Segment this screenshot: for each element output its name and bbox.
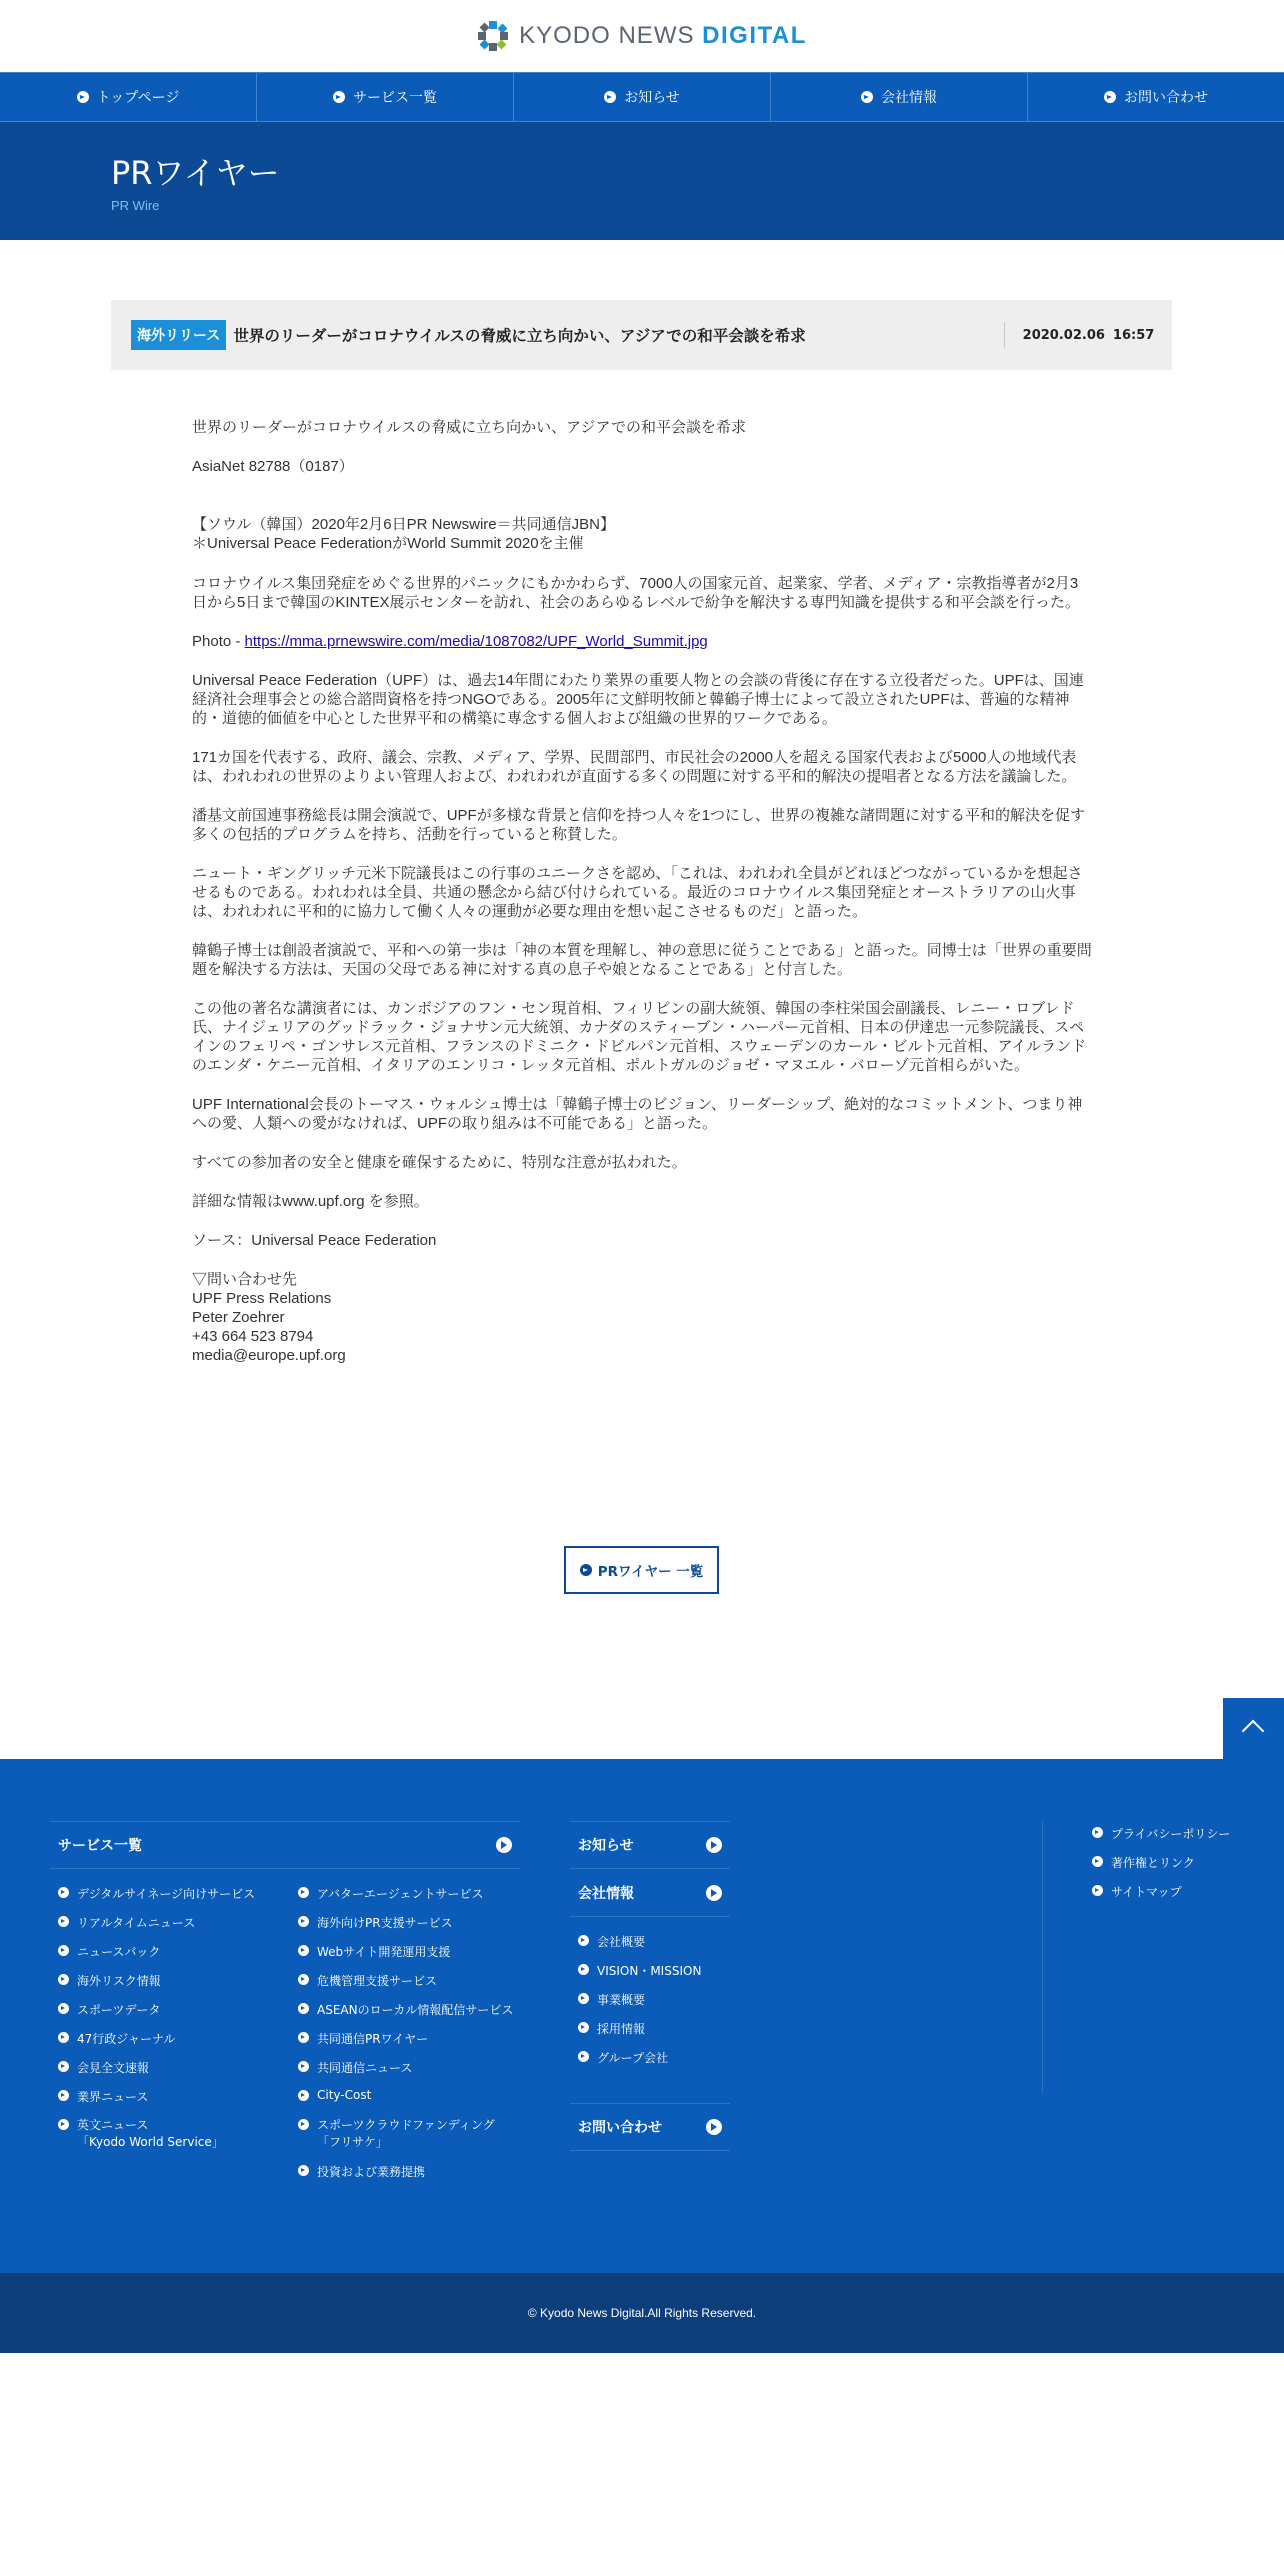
article-ref: AsiaNet 82788（0187） (192, 458, 354, 475)
footer-title-label: お知らせ (578, 1838, 634, 1854)
arrow-right-icon (706, 2119, 722, 2135)
arrow-right-icon (58, 2090, 69, 2101)
article-paragraph: 詳細な情報はwww.upf.org を参照。 (192, 1193, 429, 1210)
footer-link-label: Webサイト開発運用支援 (317, 1945, 451, 1959)
article-dateline: 【ソウル（韓国）2020年2月6日PR Newswire＝共同通信JBN】 (192, 516, 615, 533)
footer-link-label: 危機管理支援サービス (317, 1974, 438, 1988)
arrow-right-icon (578, 1993, 589, 2004)
footer-link-label: ニュースパック (77, 1945, 161, 1959)
footer-link-label: 会見全文速報 (77, 2061, 150, 2075)
footer-link-label: プライバシーポリシー (1111, 1827, 1231, 1841)
article-paragraph: UPF International会長のトーマス・ウォルシュ博士は「韓鶴子博士のビジョン、リーダーシップ、絶対的なコミットメント、つまり神への愛、人類への愛がなければ、UPFの取り組みは不可能である」と語った。 (192, 1096, 1083, 1132)
photo-prefix: Photo - (192, 633, 245, 650)
article-paragraph: 韓鶴子博士は創設者演説で、平和への第一歩は「神の本質を理解し、神の意思に従うことである」と語った。同博士は「世界の重要問題を解決する方法は、天国の父母である神に対する真の息子や娘となることである」と付言した。 (192, 942, 1092, 978)
article-header (111, 300, 1172, 370)
footer-link[interactable] (298, 1914, 513, 1943)
article-paragraph: コロナウイルス集団発症をめぐる世界的パニックにもかかわらず、7000人の国家元首、起業家、学者、メディア・宗教指導者が2月3日から5日まで韓国のKINTEX展示センターを訪れ、社会のあらゆるレベルで紛争を解決する専門知識を提供する和平会談を行った。 (192, 575, 1080, 611)
nav-item-label: 会社情報 (881, 90, 937, 106)
copyright-band (0, 2273, 1284, 2353)
arrow-right-icon (298, 2032, 309, 2043)
footer-title-label: サービス一覧 (58, 1838, 142, 1854)
arrow-right-icon (58, 2032, 69, 2043)
article-dateline-block (192, 515, 1092, 553)
logo-mark-icon (477, 20, 509, 52)
footer-link-label: 著作権とリンク (1111, 1856, 1195, 1870)
arrow-right-icon (604, 91, 616, 103)
list-button-label: PRワイヤー 一覧 (597, 1564, 704, 1580)
arrow-right-icon (298, 1945, 309, 1956)
photo-link[interactable]: https://mma.prnewswire.com/media/1087082/UPF_World_Summit.jpg (244, 633, 708, 650)
nav-item-top[interactable] (0, 73, 256, 121)
footer-title-label: お問い合わせ (578, 2120, 662, 2136)
footer-divider (1042, 1821, 1043, 2093)
nav-item-label: トップページ (96, 90, 180, 106)
logo-text-part1: KYODO NEWS (519, 22, 695, 49)
footer-link[interactable] (578, 1962, 701, 1991)
footer-link-label: VISION・MISSION (597, 1964, 702, 1978)
footer-link[interactable] (298, 2030, 513, 2059)
nav-item-label: お問い合わせ (1124, 90, 1208, 106)
article-time: 16:57 (1112, 327, 1155, 343)
footer-news-title[interactable] (570, 1821, 730, 1869)
footer-link[interactable] (578, 2049, 701, 2078)
footer-link-label: ASEANのローカル情報配信サービス (317, 2003, 514, 2017)
contact-line: ▽問い合わせ先 (192, 1271, 298, 1288)
footer-link-label: 会社概要 (597, 1935, 646, 1949)
site-header (0, 0, 1284, 72)
article-subhead: ＊Universal Peace FederationがWorld Summit 2020を主催 (192, 535, 584, 552)
arrow-right-icon (1092, 1856, 1103, 1867)
arrow-right-icon (58, 1945, 69, 1956)
category-badge: 海外リリース (131, 320, 226, 350)
footer-contact-title[interactable] (570, 2103, 730, 2151)
footer-link-label: 共同通信PRワイヤー (317, 2032, 429, 2046)
article-paragraph: 171カ国を代表する、政府、議会、宗教、メディア、学界、民間部門、市民社会の2000人を超える国家代表および5000人の地域代表は、われわれの世界のよりよい管理人および、われわれが直面する多くの問題に対する平和的解決の提唱者となる方法を議論した。 (192, 749, 1077, 785)
arrow-right-icon (298, 1916, 309, 1927)
article-datetime (1004, 322, 1172, 348)
page-title-band (0, 122, 1284, 240)
arrow-right-icon (578, 2051, 589, 2062)
footer-link-label: 業界ニュース (77, 2090, 149, 2104)
arrow-right-icon (706, 1837, 722, 1853)
arrow-right-icon (580, 1564, 592, 1576)
footer-link-label: 海外リスク情報 (77, 1974, 161, 1988)
arrow-right-icon (578, 2022, 589, 2033)
footer-link-label: 47行政ジャーナル (77, 2032, 176, 2046)
footer-link-label: 採用情報 (597, 2022, 646, 2036)
footer-link-label: 共同通信ニュース (317, 2061, 413, 2075)
footer-link[interactable] (298, 2163, 513, 2192)
arrow-right-icon (496, 1837, 512, 1853)
footer-link-label: 英文ニュース 「Kyodo World Service」 (77, 2118, 224, 2149)
footer-link[interactable] (578, 1933, 701, 1962)
arrow-right-icon (298, 1887, 309, 1898)
footer-link[interactable] (58, 1943, 255, 1972)
global-nav (0, 72, 1284, 122)
footer-link-label: グループ会社 (597, 2051, 669, 2065)
footer-title-label: 会社情報 (578, 1885, 634, 1902)
arrow-right-icon (298, 2061, 309, 2072)
footer-link[interactable] (58, 1972, 255, 2001)
article-paragraph: この他の著名な講演者には、カンボジアのフン・セン現首相、フィリピンの副大統領、韓国の李柱栄国会副議長、レニー・ロブレド氏、ナイジェリアのグッドラック・ジョナサン元大統領、カナダのスティーブン・ハーパー元首相、日本の伊達忠一元参院議長、スペインのフェリペ・ゴンサレス元首相、フランスのドミニク・ドビルパン元首相、スウェーデンのカール・ビルト元首相、アイルランドのエンダ・ケニー元首相、イタリアのエンリコ・レッタ元首相、ポルトガルのジョゼ・マヌエル・バローゾ元首相らがいた。 (192, 1000, 1087, 1074)
arrow-right-icon (1104, 91, 1116, 103)
footer-link[interactable] (1092, 1825, 1230, 1854)
nav-item-news[interactable] (513, 73, 770, 121)
arrow-right-icon (298, 2090, 309, 2101)
arrow-right-icon (58, 1974, 69, 1985)
footer-link[interactable] (1092, 1854, 1230, 1883)
article-contact (192, 1270, 1092, 1365)
footer-link[interactable] (58, 2001, 255, 2030)
article-paragraph: すべての参加者の安全と健康を確保するために、特別な注意が払われた。 (192, 1154, 687, 1171)
logo-text-part2: DIGITAL (702, 22, 807, 49)
arrow-right-icon (578, 1964, 589, 1975)
nav-item-company[interactable] (770, 73, 1027, 121)
logo-text (519, 22, 807, 50)
footer-link-label: リアルタイムニュース (77, 1916, 196, 1930)
footer-link-label: スポーツデータ (77, 2003, 161, 2017)
arrow-right-icon (333, 91, 345, 103)
arrow-right-icon (298, 2165, 309, 2176)
footer-link-label: City-Cost (317, 2088, 372, 2102)
footer-company-title[interactable] (570, 1869, 730, 1917)
arrow-right-icon (77, 91, 89, 103)
contact-line: media@europe.upf.org (192, 1347, 346, 1364)
logo[interactable] (477, 20, 807, 52)
footer-link[interactable] (58, 1885, 255, 1914)
footer-link[interactable] (1092, 1883, 1230, 1912)
page-subtitle: PR Wire (111, 198, 160, 213)
footer-link-label: 事業概要 (597, 1993, 646, 2007)
page-title: PRワイヤー (111, 154, 280, 192)
footer-services-title[interactable] (50, 1821, 520, 1869)
footer-link[interactable] (298, 2088, 513, 2117)
nav-item-label: お知らせ (624, 90, 680, 106)
contact-line: +43 664 523 8794 (192, 1328, 314, 1345)
article-source: ソース：Universal Peace Federation (192, 1232, 437, 1249)
arrow-right-icon (298, 1974, 309, 1985)
footer-link[interactable] (58, 2117, 255, 2155)
article-paragraph: ニュート・ギングリッチ元米下院議長はこの行事のユニークさを認め、「これは、われわれ全員がどれほどつながっているかを想起させるものである。われわれは全員、共通の懸念から結び付けられている。最近のコロナウイルス集団発症とオーストラリアの山火事は、われわれに平和的に協力して働く人々の運動が必要な理由を想い起こさせるものだ」と語った。 (192, 865, 1083, 920)
article-body (192, 418, 1092, 1365)
footer-link-label: スポーツクラウドファンディング 「フリサケ」 (317, 2118, 495, 2149)
site-footer (0, 1759, 1284, 2273)
copyright-text: © Kyodo News Digital.All Rights Reserved. (527, 2306, 757, 2320)
arrow-right-icon (58, 2119, 69, 2130)
arrow-right-icon (1092, 1885, 1103, 1896)
arrow-right-icon (861, 91, 873, 103)
article-date: 2020.02.06 (1022, 327, 1105, 343)
footer-company-list (578, 1933, 701, 2078)
footer-link-label: アバターエージェントサービス (317, 1887, 484, 1901)
article-paragraph: 潘基文前国連事務総長は開会演説で、UPFが多様な背景と信仰を持つ人々を1つにし、世界の複雑な諸問題に対する平和的解決を促す多くの包括的プログラムを持ち、活動を行っていると称賛した。 (192, 807, 1086, 843)
arrow-right-icon (298, 2003, 309, 2014)
contact-line: Peter Zoehrer (192, 1309, 285, 1326)
contact-line: UPF Press Relations (192, 1290, 332, 1307)
arrow-right-icon (706, 1885, 722, 1901)
footer-link[interactable] (298, 1972, 513, 2001)
footer-link[interactable] (298, 2117, 513, 2163)
arrow-right-icon (1092, 1827, 1103, 1838)
footer-link[interactable] (58, 2030, 255, 2059)
arrow-right-icon (298, 2119, 309, 2130)
footer-link[interactable] (578, 1991, 701, 2020)
footer-misc-list (1092, 1825, 1230, 1912)
arrow-right-icon (58, 2003, 69, 2014)
footer-link[interactable] (58, 2059, 255, 2088)
pr-wire-list-button[interactable] (564, 1546, 719, 1594)
footer-services-right-list (298, 1885, 513, 2192)
article-photo-line (192, 632, 1092, 651)
footer-link-label: 投資および業務提携 (317, 2165, 426, 2179)
footer-link[interactable] (298, 1943, 513, 1972)
nav-item-label: サービス一覧 (353, 90, 437, 106)
page-top-button[interactable] (1223, 1698, 1284, 1759)
nav-item-contact[interactable] (1027, 73, 1284, 121)
arrow-right-icon (58, 1887, 69, 1898)
article-title: 世界のリーダーがコロナウイルスの脅威に立ち向かい、アジアでの和平会談を希求 (233, 327, 806, 345)
arrow-right-icon (578, 1935, 589, 1946)
article-paragraph: Universal Peace Federation（UPF）は、過去14年間にわたり業界の重要人物との会談の背後に存在する立役者だった。UPFは、国連経済社会理事会との総合諮問資格を持つNGOである。2005年に文鮮明牧師と韓鶴子博士によって設立されたUPFは、普遍的な精神的・道徳的価値を中心とした世界平和の構築に専念する個人および組織の世界的ワークである。 (192, 672, 1084, 727)
footer-link[interactable] (58, 2088, 255, 2117)
article-lead: 世界のリーダーがコロナウイルスの脅威に立ち向かい、アジアでの和平会談を希求 (192, 419, 746, 436)
footer-link[interactable] (298, 2001, 513, 2030)
nav-item-services[interactable] (256, 73, 513, 121)
arrow-right-icon (58, 1916, 69, 1927)
footer-services-left-list (58, 1885, 255, 2155)
footer-link-label: 海外向けPR支援サービス (317, 1916, 453, 1930)
footer-link-label: デジタルサイネージ向けサービス (77, 1887, 256, 1901)
footer-link-label: サイトマップ (1111, 1885, 1182, 1899)
footer-link[interactable] (578, 2020, 701, 2049)
arrow-right-icon (58, 2061, 69, 2072)
footer-link[interactable] (298, 1885, 513, 1914)
footer-link[interactable] (58, 1914, 255, 1943)
footer-link[interactable] (298, 2059, 513, 2088)
